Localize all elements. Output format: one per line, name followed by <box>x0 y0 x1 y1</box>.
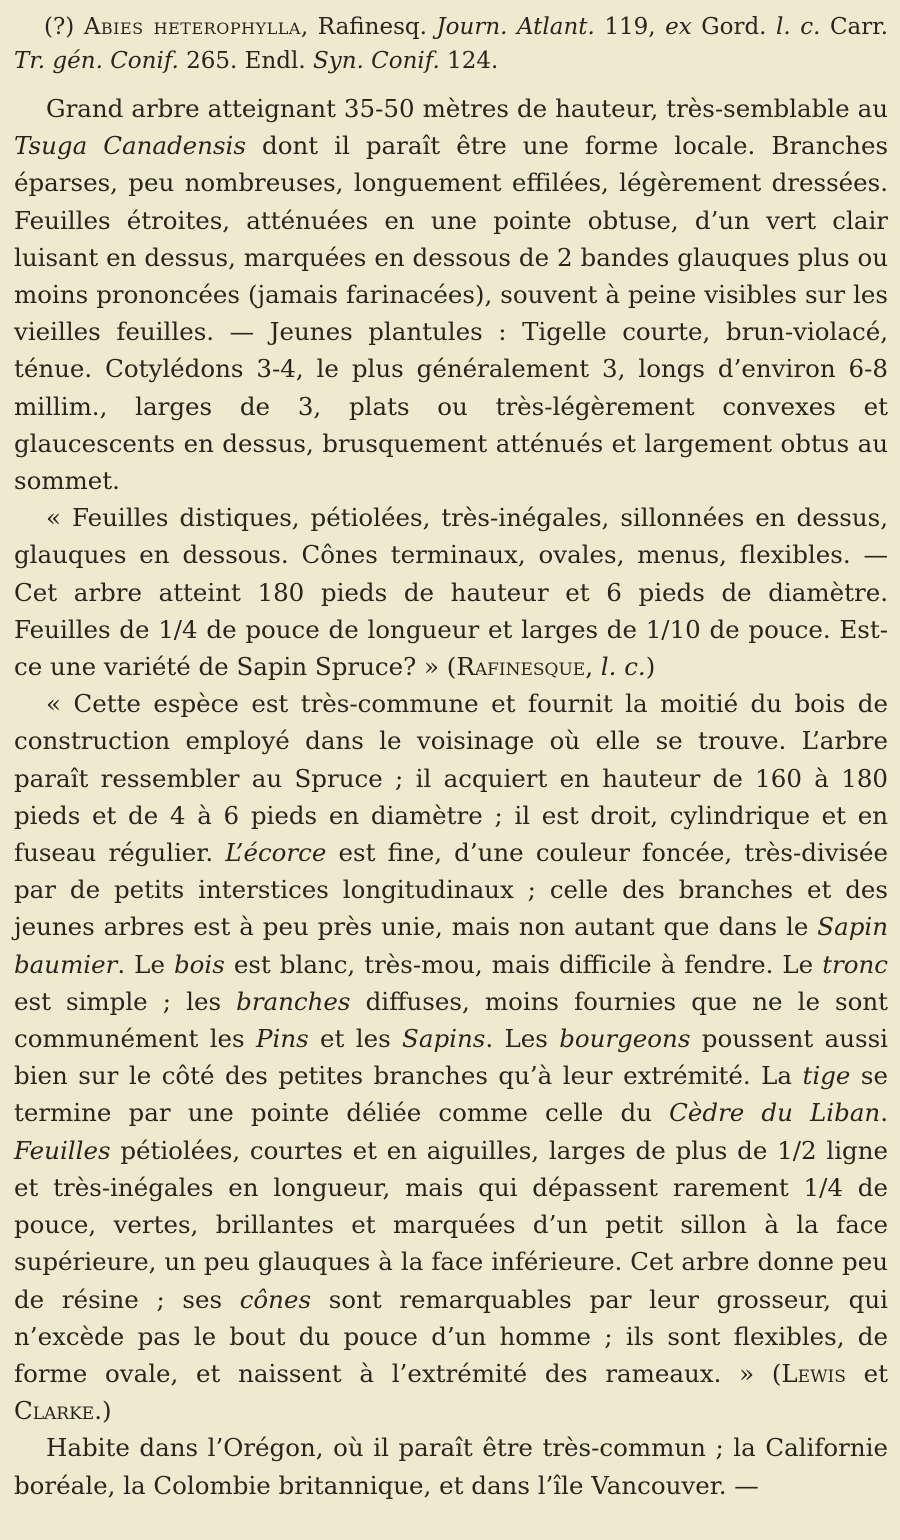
author-lewis: Lewis <box>781 1358 846 1388</box>
reference-endlicher: Syn. Conif. <box>312 48 440 74</box>
author-rafinesque: Rafinesque <box>456 652 586 682</box>
species-name: Abies heterophylla <box>83 14 301 40</box>
rafinesque-quote: « Feuilles distiques, pétiolées, très-inégales, sillonnées en dessus, glauques en dessous. Cônes terminaux, ovales, menus, flexibles. — Cet arbre atteint 180 pieds de hauteur et 6 pieds de diamètre. Feuilles de 1/4 de pouce de longueur et larges de 1/10 de pouce. Est-ce une variété de Sapin Spruce? » (Rafinesque, l. c.) <box>14 503 888 682</box>
reference-journal: Journ. Atlant. <box>436 14 595 40</box>
synonymy-entry: (?) Abies heterophylla, Rafinesq. Journ. Atlant. 119, ex Gord. l. c. Carr. Tr. gén. Conif. 265. Endl. Syn. Conif. 124. <box>14 14 889 74</box>
habitat-paragraph: Habite dans l’Orégon, où il paraît être très-commun ; la Californie boréale, la Colombie britannique, et dans l’île Vancouver. — <box>14 1433 888 1500</box>
reference-carriere: Tr. gén. Conif. <box>14 48 179 74</box>
lewis-clarke-quote: « Cette espèce est très-commune et fournit la moitié du bois de construction employé dans le voisinage où elle se trouve. L’arbre paraît ressembler au Spruce ; il acquiert en hauteur de 160 à 180 pieds et de 4 à 6 pieds en diamètre ; il est droit, cylindrique et en fuseau régulier. L’écorce est fine, d’une couleur foncée, très-divisée par de petits interstices longitudinaux ; celle des branches et des jeunes arbres est à peu près unie, mais non autant que dans le Sapin baumier. Le bois est blanc, très-mou, mais difficile à fendre. Le tronc est simple ; les branches diffuses, moins fournies que ne le sont communément les Pins et les Sapins. Les bourgeons poussent aussi bien sur le côté des petites branches qu’à leur extrémité. La tige se termine par une pointe déliée comme celle du Cèdre du Liban. Feuilles pétiolées, courtes et en aiguilles, larges de plus de 1/2 ligne et très-inégales en longueur, mais qui dépassent rarement 1/4 de pouce, vertes, brillantes et marquées d’un petit sillon à la face supérieure, un peu glauques à la face inférieure. Cet arbre donne peu de résine ; ses cônes sont remarquables par leur grosseur, qui n’excède pas le bout du pouce d’un homme ; ils sont flexibles, de forme ovale, et naissent à l’extrémité des rameaux. » (Lewis et Clarke.) <box>14 689 889 1426</box>
description-paragraph: Grand arbre atteignant 35-50 mètres de hauteur, très-semblable au Tsuga Canadensis dont il paraît être une forme locale. Branches éparses, peu nombreuses, longuement effilées, légèrement dressées. Feuilles étroites, atténuées en une pointe obtuse, d’un vert clair luisant en dessus, marquées en dessous de 2 bandes glauques plus ou moins prononcées (jamais farinacées), souvent à peine visibles sur les vieilles feuilles. — Jeunes plantules : Tigelle courte, brun-violacé, ténue. Cotylédons 3-4, le plus généralement 3, longs d’environ 6-8 millim., larges de 3, plats ou très-légèrement convexes et glaucescents en dessus, brusquement atténués et largement obtus au sommet. <box>14 94 889 496</box>
doubt-marker: (?) <box>44 14 84 40</box>
author-clarke: Clarke <box>14 1396 95 1426</box>
